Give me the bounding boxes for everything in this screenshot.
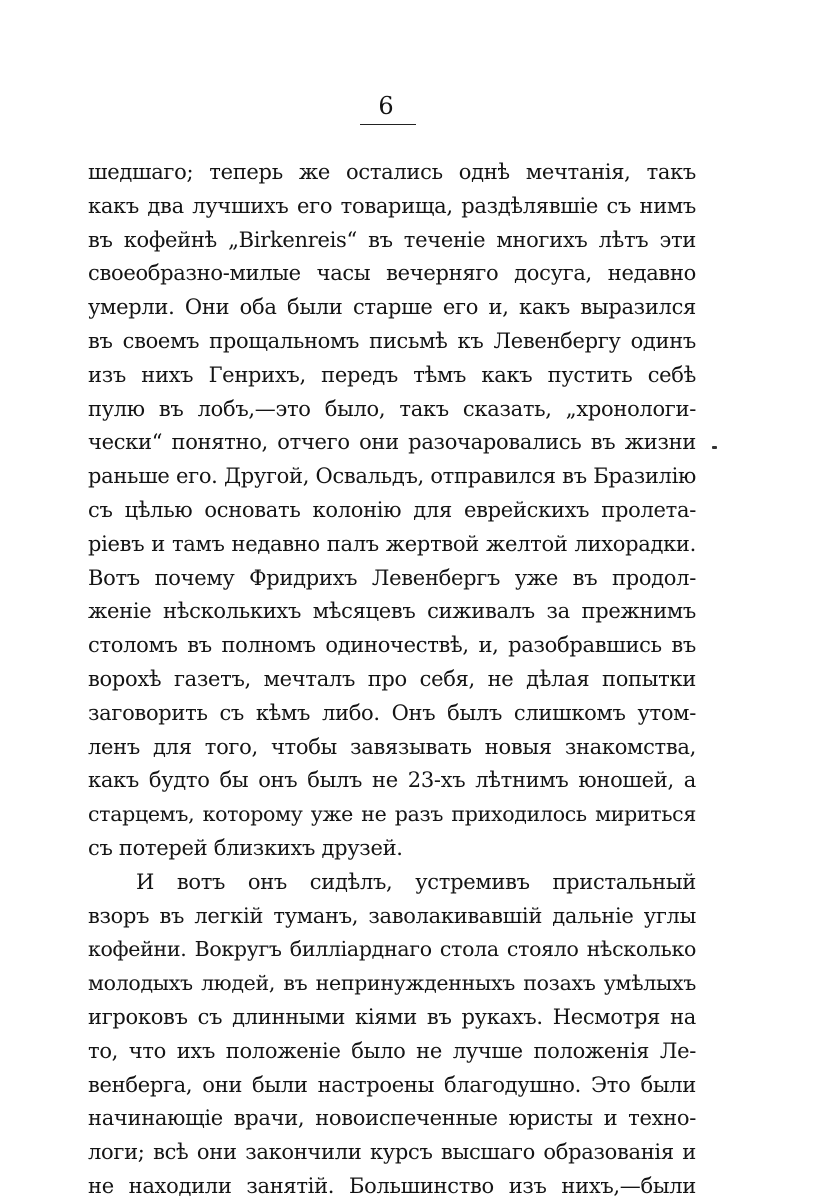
text-line: какъ два лучшихъ его товарища, раздѣлявшіе съ нимъ (88, 193, 696, 218)
text-line: ріевъ и тамъ недавно палъ жертвой желтой лихорадки. (88, 531, 696, 556)
text-line: не находили занятій. Большинство изъ нихъ,—были (88, 1173, 696, 1198)
body-text (88, 156, 696, 1204)
text-line: пулю въ лобъ,—это было, такъ сказать, „хронологи- (88, 396, 696, 421)
paragraph-1 (88, 156, 696, 866)
text-line: И вотъ онъ сидѣлъ, устремивъ пристальный (136, 869, 696, 894)
text-line: столомъ въ полномъ одиночествѣ, и, разобравшись въ (88, 633, 696, 658)
text-line: венберга, они были настроены благодушно. Это были (88, 1072, 696, 1097)
text-line: своеобразно-милые часы вечерняго досуга, недавно (88, 261, 696, 286)
text-line: изъ нихъ Генрихъ, передъ тѣмъ какъ пустить себѣ (88, 362, 696, 387)
text-line: чески“ понятно, отчего они разочаровались въ жизни (88, 430, 696, 455)
page-number: 6 (378, 92, 394, 120)
text-line: начинающіе врачи, новоиспеченные юристы и техно- (88, 1106, 696, 1131)
text-line: молодыхъ людей, въ непринужденныхъ позахъ умѣлыхъ (88, 971, 696, 996)
text-line: логи; всѣ они закончили курсъ высшаго образованія и (88, 1140, 696, 1165)
text-line: игроковъ съ длинными кіями въ рукахъ. Несмотря на (88, 1004, 696, 1029)
text-line: заговорить съ кѣмъ либо. Онъ былъ слишкомъ утом- (88, 700, 696, 725)
text-line: въ кофейнѣ „Birkenreis“ въ теченіе многихъ лѣтъ эти (88, 227, 696, 252)
page-number-rule (360, 124, 416, 125)
text-line: съ цѣлью основать колонію для еврейскихъ пролета- (88, 497, 696, 522)
paragraph-2 (88, 866, 696, 1204)
text-line: женіе нѣсколькихъ мѣсяцевъ сиживалъ за прежнимъ (88, 599, 696, 624)
text-line: ворохѣ газетъ, мечталъ про себя, не дѣлая попытки (88, 666, 696, 691)
text-line: съ потерей близкихъ друзей. (88, 835, 403, 860)
text-line: умерли. Они оба были старше его и, какъ выразился (88, 295, 696, 320)
text-line: взоръ въ легкій туманъ, заволакивавшій дальніе углы (88, 903, 696, 928)
text-line: шедшаго; теперь же остались однѣ мечтанія, такъ (88, 160, 696, 184)
text-line: то, что ихъ положеніе было не лучше положенія Ле- (88, 1038, 696, 1063)
text-line: какъ будто бы онъ былъ не 23-хъ лѣтнимъ юношей, а (88, 768, 696, 793)
text-line: въ своемъ прощальномъ письмѣ къ Левенбергу одинъ (88, 328, 696, 353)
text-line: раньше его. Другой, Освальдъ, отправился въ Бразилію (88, 464, 696, 489)
text-line: кофейни. Вокругъ билліарднаго стола стояло нѣсколько (88, 937, 696, 962)
print-speck (712, 446, 717, 449)
text-line: ленъ для того, чтобы завязывать новыя знакомства, (88, 734, 696, 759)
text-line: старцемъ, которому уже не разъ приходилось мириться (88, 802, 696, 827)
text-line: Вотъ почему Фридрихъ Левенбергъ уже въ продол- (88, 565, 696, 590)
